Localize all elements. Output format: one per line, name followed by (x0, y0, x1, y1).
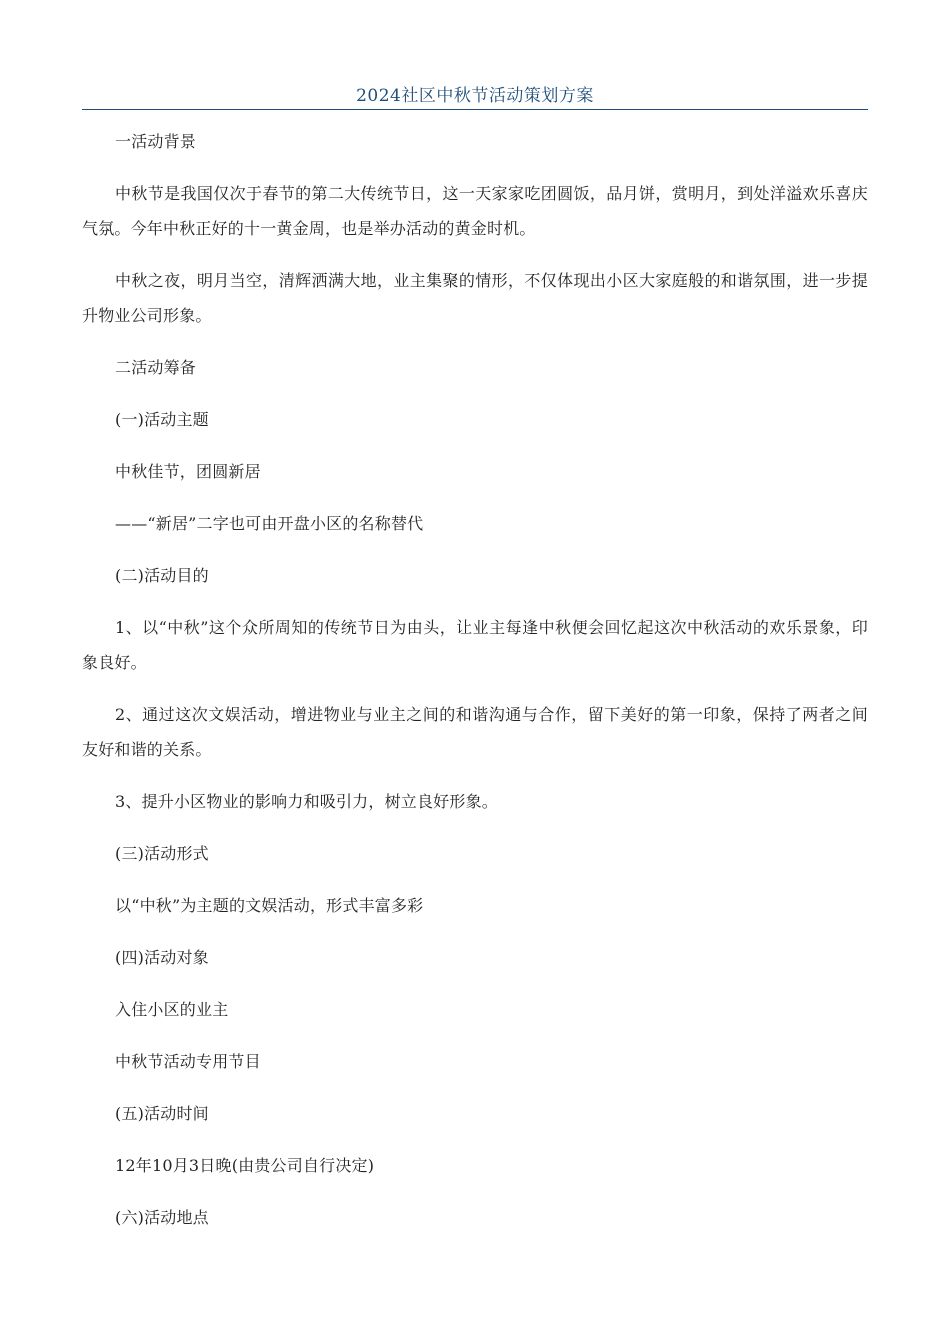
paragraph-audience: 入住小区的业主 (115, 1000, 229, 1019)
paragraph-purpose-2: 2、通过这次文娱活动，增进物业与业主之间的和谐沟通与合作，留下美好的第一印象，保持了两者之间友好和谐的关系。 (82, 705, 868, 759)
paragraph-background-2: 中秋之夜，明月当空，清辉洒满大地，业主集聚的情形，不仅体现出小区大家庭般的和谐氛围，进一步提升物业公司形象。 (82, 271, 868, 325)
paragraph-time: 12年10月3日晚(由贵公司自行决定) (115, 1156, 375, 1175)
page-header (82, 84, 868, 108)
subheading-time: (五)活动时间 (115, 1104, 209, 1123)
document-body (82, 124, 868, 1252)
paragraph-theme-note: ——“新居”二字也可由开盘小区的名称替代 (115, 514, 424, 533)
paragraph-purpose-1: 1、以“中秋”这个众所周知的传统节日为由头，让业主每逢中秋便会回忆起这次中秋活动的欢乐景象，印象良好。 (82, 618, 868, 672)
subheading-purpose: (二)活动目的 (115, 566, 209, 585)
paragraph-purpose-3: 3、提升小区物业的影响力和吸引力，树立良好形象。 (115, 792, 498, 811)
section-heading-background: 一活动背景 (115, 132, 197, 151)
subheading-theme: (一)活动主题 (115, 410, 209, 429)
header-title: 2024社区中秋节活动策划方案 (356, 86, 594, 106)
section-heading-preparation: 二活动筹备 (115, 358, 197, 377)
subheading-form: (三)活动形式 (115, 844, 209, 863)
paragraph-background-1: 中秋节是我国仅次于春节的第二大传统节日，这一天家家吃团圆饭，品月饼，赏明月，到处洋溢欢乐喜庆气氛。今年中秋正好的十一黄金周，也是举办活动的黄金时机。 (82, 184, 868, 238)
header-rule (82, 109, 868, 110)
subheading-audience: (四)活动对象 (115, 948, 209, 967)
paragraph-form: 以“中秋”为主题的文娱活动，形式丰富多彩 (115, 896, 424, 915)
paragraph-theme: 中秋佳节，团圆新居 (115, 462, 261, 481)
paragraph-program: 中秋节活动专用节目 (115, 1052, 261, 1071)
subheading-location: (六)活动地点 (115, 1208, 209, 1227)
